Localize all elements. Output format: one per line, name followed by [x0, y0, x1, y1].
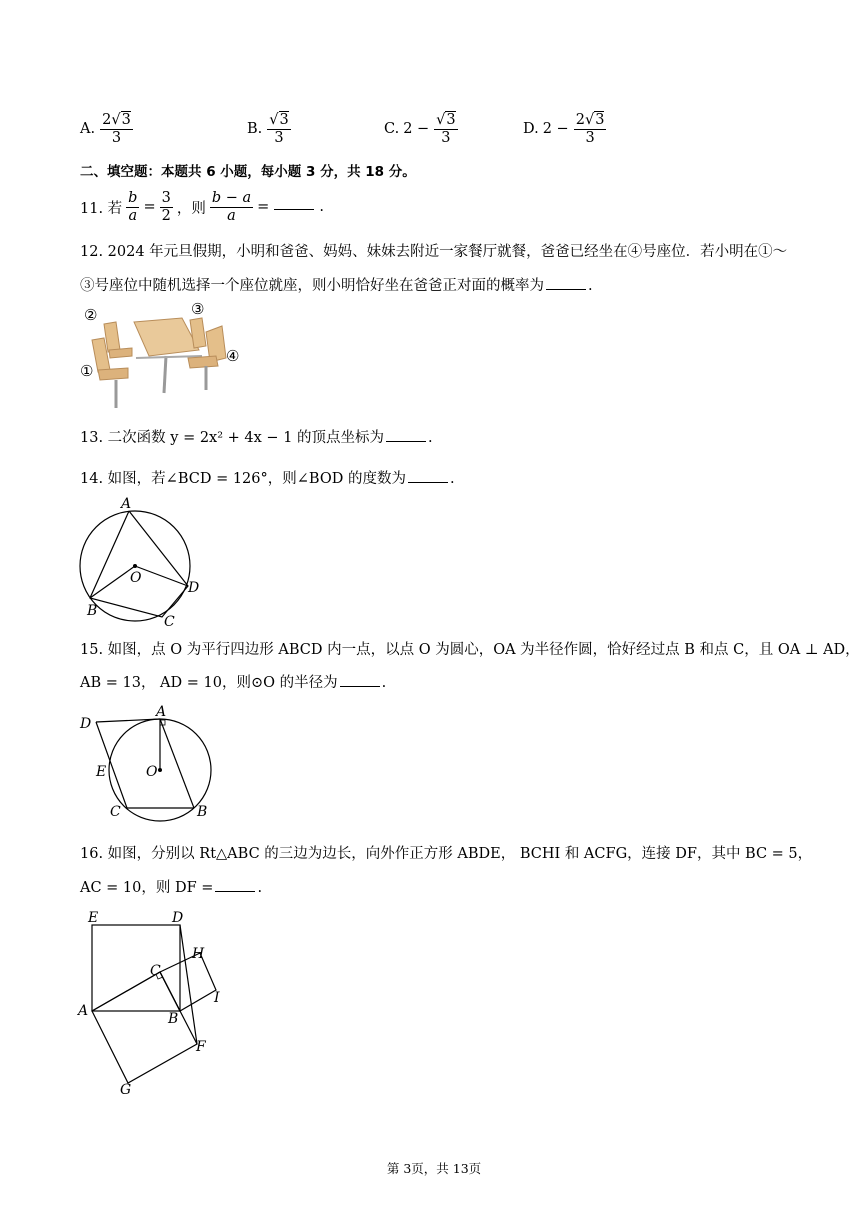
fig14-label-o: O	[130, 570, 142, 586]
fig15-label-a: A	[156, 704, 167, 720]
fig16-label-d: D	[172, 910, 184, 926]
option-d-prefix: 2 −	[542, 121, 569, 138]
option-b	[247, 112, 292, 146]
question-11	[80, 190, 324, 224]
fig15-label-e: E	[96, 764, 107, 780]
option-c-fraction: $\frac{√3}{3}$	[436, 112, 456, 146]
section-heading: 二、填空题：本题共 6 小题，每小题 3 分，共 18 分。	[80, 164, 416, 180]
figure-16	[76, 906, 236, 1096]
option-a	[80, 112, 134, 146]
q15-answer-blank	[340, 685, 380, 687]
fig16-label-g: G	[120, 1082, 132, 1096]
option-c-radicand: 3	[446, 112, 456, 128]
option-b-label: B.	[247, 121, 263, 138]
table-leg	[164, 356, 166, 393]
fig14-center	[133, 564, 137, 568]
q11-prefix: 11. 若	[80, 200, 123, 217]
q15-end: .	[381, 675, 387, 691]
q16-line1: 16. 如图，分别以 Rt△ABC 的三边为边长，向外作正方形 ABDE， BCHI 和 ACFG，连接 DF，其中 BC = 5，	[80, 846, 813, 862]
chair-4-seat	[188, 356, 218, 368]
q11-frac2-den: 2	[161, 207, 171, 224]
chair-1-seat	[98, 368, 128, 380]
q11-end: .	[319, 199, 324, 216]
seats-figure	[76, 298, 246, 410]
option-c	[384, 112, 459, 146]
chair-2-seat	[109, 348, 132, 358]
fig16-square-acfg	[92, 972, 197, 1083]
fig15-label-c: C	[110, 804, 121, 820]
seat-label-4: ④	[226, 347, 240, 365]
option-d-den: 3	[585, 129, 595, 146]
q11-equals2: =	[257, 199, 270, 216]
option-d-fraction: $\frac{2√3}{3}$	[575, 112, 605, 146]
q11-equals: =	[143, 199, 156, 216]
q14-end: .	[449, 471, 455, 487]
q11-frac2-num: 3	[161, 190, 171, 206]
q16-answer-blank	[215, 890, 255, 892]
option-a-den: 3	[111, 129, 122, 146]
fig15-label-d: D	[80, 716, 92, 732]
q12-line2	[80, 274, 593, 295]
figure-14	[72, 494, 212, 629]
option-b-den: 3	[274, 129, 284, 146]
q12-line2-text: ③号座位中随机选择一个座位就座，则小明恰好坐在爸爸正对面的概率为	[80, 278, 544, 294]
q15-line1: 15. 如图，点 O 为平行四边形 ABCD 内一点，以点 O 为圆心，OA 为半径作圆，恰好经过点 B 和点 C，且 OA ⊥ AD，	[80, 642, 860, 658]
option-c-den: 3	[441, 129, 451, 146]
q13-text: 13. 二次函数 y = 2x² + 4x − 1 的顶点坐标为	[80, 430, 385, 446]
seat-label-3: ③	[191, 300, 205, 318]
option-a-coef: 2	[102, 112, 112, 128]
figure-15	[76, 700, 226, 825]
fig15-label-b: B	[197, 804, 208, 820]
option-b-fraction: $\frac{√3}{3}$	[269, 112, 289, 146]
fig16-label-a: A	[78, 1003, 89, 1019]
q11-frac1-num: b	[128, 190, 138, 206]
fig16-label-i: I	[214, 990, 220, 1006]
option-b-radicand: 3	[279, 112, 289, 128]
fig14-label-a: A	[121, 496, 132, 512]
q12-answer-blank	[546, 288, 586, 290]
q11-answer-blank	[274, 208, 314, 210]
q14-answer-blank	[408, 481, 448, 483]
chair-2	[104, 322, 120, 352]
q11-frac3-num: b − a	[211, 190, 252, 206]
option-d	[523, 112, 607, 146]
option-a-label: A.	[80, 121, 96, 138]
fig15-ab	[160, 719, 194, 808]
seat-label-1: ①	[80, 362, 94, 380]
option-d-radicand: 3	[595, 112, 605, 128]
fig16-label-b: B	[168, 1011, 179, 1027]
q13-end: .	[428, 430, 433, 446]
q11-frac3-den: a	[227, 207, 236, 224]
question-13	[80, 426, 433, 447]
fig14-label-b: B	[87, 603, 98, 619]
option-c-prefix: 2 −	[403, 121, 430, 138]
question-14	[80, 467, 455, 488]
q16-end: .	[257, 880, 263, 896]
q13-answer-blank	[386, 440, 426, 442]
fig15-center	[158, 768, 162, 772]
fig14-label-d: D	[188, 580, 200, 596]
q16-line2-text: AC = 10，则 DF =	[80, 880, 214, 896]
table-top	[134, 318, 199, 356]
fig16-label-e: E	[88, 910, 99, 926]
page-footer: 第 3页，共 13页	[386, 1161, 482, 1176]
fig16-square-abde	[92, 925, 180, 1011]
q12-line1: 12. 2024 年元旦假期，小明和爸爸、妈妈、妹妹去附近一家餐厅就餐，爸爸已经坐在④号座位．若小明在①～	[80, 244, 788, 260]
seat-label-2: ②	[84, 306, 98, 324]
fig15-label-o: O	[146, 764, 158, 780]
option-d-label: D.	[523, 121, 539, 138]
q14-text: 14. 如图，若∠BCD = 126°，则∠BOD 的度数为	[80, 471, 406, 487]
fig14-label-c: C	[164, 614, 175, 629]
option-a-fraction: $\frac{2√3}{3}$	[102, 112, 131, 146]
q15-line2	[80, 671, 386, 692]
q11-frac1-den: a	[128, 207, 138, 224]
fig16-label-c: C	[150, 963, 161, 979]
q12-end: .	[588, 278, 593, 294]
option-d-coef: 2	[575, 112, 585, 128]
q16-line2	[80, 876, 262, 897]
q11-middle: ，则	[176, 200, 206, 217]
fig16-label-f: F	[196, 1039, 206, 1055]
fig16-label-h: H	[192, 946, 205, 962]
q15-line2-text: AB = 13， AD = 10，则⊙O 的半径为	[80, 675, 338, 691]
option-c-label: C.	[384, 121, 400, 138]
option-a-radicand: 3	[121, 112, 131, 128]
